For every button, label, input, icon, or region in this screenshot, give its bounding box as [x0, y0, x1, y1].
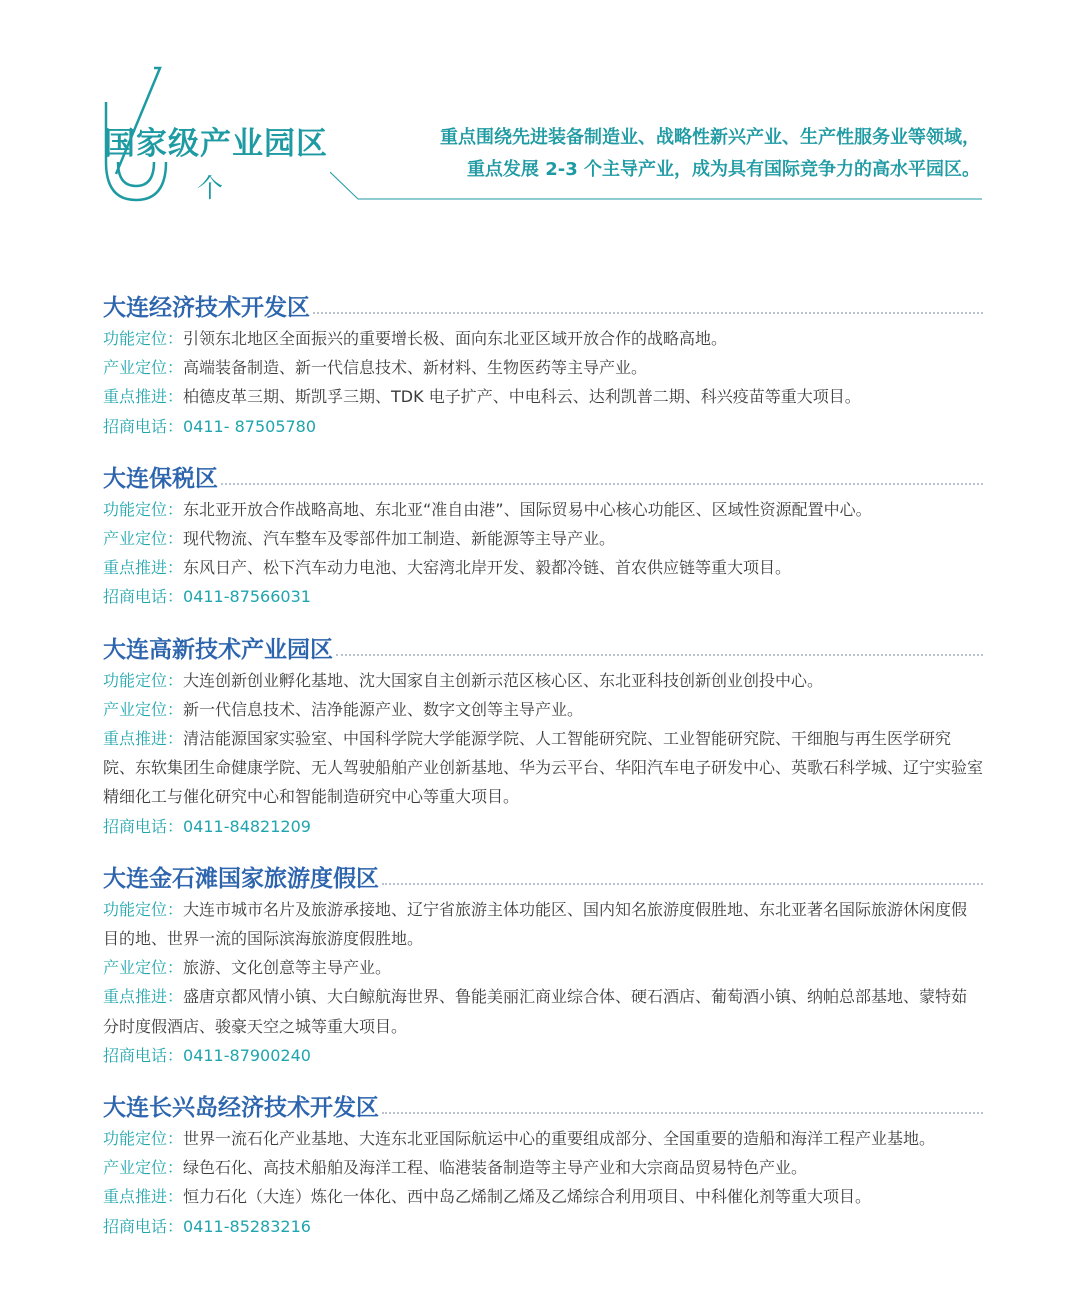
- zone-title: 大连金石滩国家旅游度假区: [103, 865, 379, 892]
- industry-label: 产业定位：: [103, 1158, 184, 1178]
- phone-row: [103, 1212, 983, 1241]
- function-text: 世界一流石化产业基地、大连东北亚国际航运中心的重要组成部分、全国重要的造船和海洋工程产业基地。: [183, 1129, 936, 1149]
- industry-text: 现代物流、汽车整车及零部件加工制造、新能源等主导产业。: [183, 529, 616, 549]
- phone-number: 0411- 87505780: [183, 416, 317, 436]
- function-label: 功能定位：: [103, 670, 184, 690]
- industry-label: 产业定位：: [103, 358, 184, 378]
- zone-header: [103, 290, 983, 324]
- industry-row: [103, 524, 983, 553]
- zone-list: [103, 290, 983, 1261]
- function-label: 功能定位：: [103, 499, 184, 519]
- function-label: 功能定位：: [103, 329, 184, 348]
- header-description-line: 重点发展 2-3 个主导产业，成为具有国际竞争力的高水平园区。: [466, 159, 980, 180]
- zone-section: [103, 461, 983, 612]
- function-row: [103, 895, 983, 953]
- dotted-divider: [221, 483, 983, 485]
- function-text: 大连市城市名片及旅游承接地、辽宁省旅游主体功能区、国内知名旅游度假胜地、东北亚著名国际旅游休闲度假目的地、世界一流的国际滨海旅游度假胜地。: [103, 899, 968, 949]
- industry-row: [103, 695, 983, 724]
- projects-row: [103, 553, 983, 582]
- header-description-line: 重点围绕先进装备制造业、战略性新兴产业、生产性服务业等领域，: [440, 127, 980, 148]
- industry-text: 绿色石化、高技术船舶及海洋工程、临港装备制造等主导产业和大宗商品贸易特色产业。: [183, 1158, 808, 1178]
- phone-number: 0411-84821209: [183, 816, 311, 836]
- industry-row: [103, 353, 983, 382]
- phone-row: [103, 412, 983, 441]
- phone-row: [103, 582, 983, 611]
- function-row: [103, 324, 983, 353]
- page-header: [0, 0, 1080, 230]
- projects-label: 重点推进：: [103, 987, 184, 1007]
- projects-row: [103, 982, 983, 1040]
- dotted-divider: [313, 312, 983, 314]
- phone-number: 0411-85283216: [183, 1216, 311, 1236]
- dotted-divider: [382, 883, 983, 885]
- phone-label: 招商电话：: [103, 587, 184, 607]
- industry-label: 产业定位：: [103, 529, 184, 549]
- function-text: 东北亚开放合作战略高地、东北亚“准自由港”、国际贸易中心核心功能区、区域性资源配置中心。: [183, 499, 872, 519]
- zone-header: [103, 861, 983, 895]
- phone-number: 0411-87566031: [183, 587, 311, 607]
- zone-title: 大连高新技术产业园区: [103, 636, 333, 663]
- projects-row: [103, 1182, 983, 1211]
- zone-title: 大连保税区: [103, 465, 218, 492]
- zone-header: [103, 632, 983, 666]
- projects-label: 重点推进：: [103, 387, 184, 407]
- function-row: [103, 1124, 983, 1153]
- phone-row: [103, 812, 983, 841]
- title-unit: 个: [197, 174, 224, 204]
- zone-header: [103, 461, 983, 495]
- phone-label: 招商电话：: [103, 1216, 184, 1236]
- function-label: 功能定位：: [103, 1129, 184, 1149]
- projects-text: 恒力石化（大连）炼化一体化、西中岛乙烯制乙烯及乙烯综合利用项目、中科催化剂等重大项目。: [183, 1187, 872, 1207]
- industry-text: 旅游、文化创意等主导产业。: [183, 958, 392, 978]
- phone-label: 招商电话：: [103, 416, 184, 436]
- projects-text: 柏德皮革三期、斯凯孚三期、TDK 电子扩产、中电科云、达利凯普二期、科兴疫苗等重大项目。: [183, 387, 861, 407]
- phone-label: 招商电话：: [103, 816, 184, 836]
- header-underline: [330, 168, 982, 202]
- industry-text: 高端装备制造、新一代信息技术、新材料、生物医药等主导产业。: [183, 358, 648, 378]
- phone-label: 招商电话：: [103, 1045, 184, 1065]
- function-label: 功能定位：: [103, 899, 184, 919]
- projects-label: 重点推进：: [103, 1187, 184, 1207]
- phone-row: [103, 1041, 983, 1070]
- zone-header: [103, 1090, 983, 1124]
- projects-text: 清洁能源国家实验室、中国科学院大学能源学院、人工智能研究院、工业智能研究院、干细胞与再生医学研究院、东软集团生命健康学院、无人驾驶船舶产业创新基地、华为云平台、华阳汽车电子研发中心、英歌石科学城、辽宁实验室精细化工与催化研究中心和智能制造研究中心等重大项目。: [103, 729, 984, 807]
- dotted-divider: [382, 1112, 983, 1114]
- projects-row: [103, 724, 983, 812]
- zone-section: [103, 861, 983, 1070]
- projects-text: 东风日产、松下汽车动力电池、大窑湾北岸开发、毅都冷链、首农供应链等重大项目。: [183, 558, 792, 578]
- zone-section: [103, 1090, 983, 1241]
- industry-row: [103, 1153, 983, 1182]
- phone-number: 0411-87900240: [183, 1045, 311, 1065]
- projects-label: 重点推进：: [103, 729, 184, 749]
- zone-title: 大连长兴岛经济技术开发区: [103, 1095, 379, 1122]
- function-row: [103, 666, 983, 695]
- industry-label: 产业定位：: [103, 958, 184, 978]
- industry-label: 产业定位：: [103, 699, 184, 719]
- projects-text: 盛唐京都风情小镇、大白鲸航海世界、鲁能美丽汇商业综合体、硬石酒店、葡萄酒小镇、纳帕总部基地、蒙特茹分时度假酒店、骏豪天空之城等重大项目。: [103, 987, 968, 1036]
- industry-text: 新一代信息技术、洁净能源产业、数字文创等主导产业。: [183, 699, 584, 719]
- projects-label: 重点推进：: [103, 558, 184, 578]
- zone-section: [103, 632, 983, 841]
- industry-row: [103, 953, 983, 982]
- function-text: 大连创新创业孵化基地、沈大国家自主创新示范区核心区、东北亚科技创新创业创投中心。: [183, 670, 824, 690]
- zone-section: [103, 290, 983, 441]
- function-row: [103, 495, 983, 524]
- dotted-divider: [336, 654, 983, 656]
- zone-title: 大连经济技术开发区: [103, 295, 310, 321]
- function-text: 引领东北地区全面振兴的重要增长极、面向东北亚区域开放合作的战略高地。: [183, 329, 728, 348]
- projects-row: [103, 382, 983, 411]
- page-title: 国家级产业园区: [104, 126, 328, 162]
